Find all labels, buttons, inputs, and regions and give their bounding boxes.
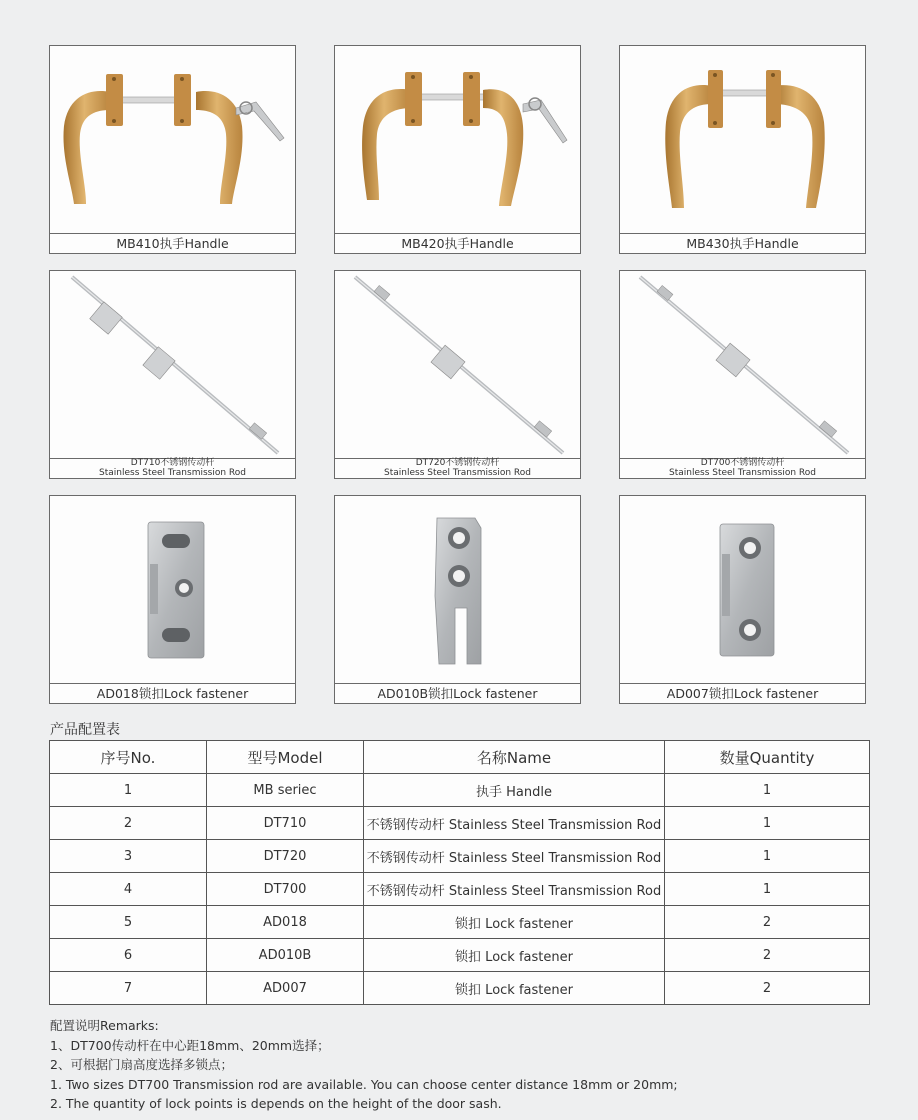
product-caption: AD018锁扣Lock fastener	[96, 686, 249, 701]
cell-no: 3	[50, 840, 207, 873]
cell-name: 锁扣 Lock fastener	[364, 972, 665, 1005]
cell-quantity: 2	[665, 939, 870, 972]
product-caption	[335, 457, 580, 478]
cell-model: MB seriec	[207, 774, 364, 807]
cell-model: DT700	[207, 873, 364, 906]
table-header-row	[50, 741, 870, 774]
product-card-ad018	[49, 495, 296, 704]
cell-model: DT720	[207, 840, 364, 873]
product-card-mb420	[334, 45, 581, 254]
rod-image	[620, 271, 865, 459]
cell-quantity: 2	[665, 972, 870, 1005]
handle-image	[50, 46, 295, 234]
cell-no: 4	[50, 873, 207, 906]
cell-no: 6	[50, 939, 207, 972]
header-name: 名称Name	[364, 741, 665, 774]
remark-line: 2、可根据门扇高度选择多锁点；	[50, 1057, 233, 1072]
header-no: 序号No.	[50, 741, 207, 774]
cell-model: DT710	[207, 807, 364, 840]
product-card-mb410	[49, 45, 296, 254]
handle-image	[620, 46, 865, 234]
cell-name: 不锈钢传动杆 Stainless Steel Transmission Rod	[364, 873, 665, 906]
product-card-dt700	[619, 270, 866, 479]
cell-name: 不锈钢传动杆 Stainless Steel Transmission Rod	[364, 807, 665, 840]
cell-quantity: 1	[665, 774, 870, 807]
cell-name: 执手 Handle	[364, 774, 665, 807]
table-row	[50, 873, 870, 906]
table-row	[50, 939, 870, 972]
product-config-table	[49, 740, 870, 1005]
caption-en: Stainless Steel Transmission Rod	[99, 468, 246, 478]
remarks-title: 配置说明Remarks:	[50, 1018, 159, 1033]
cell-model: AD007	[207, 972, 364, 1005]
table-row	[50, 972, 870, 1005]
cell-quantity: 1	[665, 840, 870, 873]
table-row	[50, 774, 870, 807]
table-title: 产品配置表	[50, 722, 120, 738]
rod-image	[335, 271, 580, 459]
product-caption: AD007锁扣Lock fastener	[666, 686, 819, 701]
handle-image	[335, 46, 580, 234]
product-caption	[50, 457, 295, 478]
caption-en: Stainless Steel Transmission Rod	[384, 468, 531, 478]
product-card-ad010b	[334, 495, 581, 704]
cell-quantity: 2	[665, 906, 870, 939]
cell-name: 锁扣 Lock fastener	[364, 939, 665, 972]
product-card-ad007	[619, 495, 866, 704]
caption-cn: DT700不锈钢传动杆	[700, 458, 785, 468]
cell-name: 锁扣 Lock fastener	[364, 906, 665, 939]
product-caption	[620, 457, 865, 478]
cell-no: 7	[50, 972, 207, 1005]
remark-line: 1. Two sizes DT700 Transmission rod are available. You can choose center distance 18mm or 20mm;	[50, 1076, 678, 1092]
caption-cn: DT720不锈钢传动杆	[415, 458, 500, 468]
fastener-image	[335, 496, 580, 684]
fastener-image	[50, 496, 295, 684]
table-row	[50, 906, 870, 939]
table-row	[50, 807, 870, 840]
product-card-mb430	[619, 45, 866, 254]
product-caption: AD010B锁扣Lock fastener	[377, 686, 538, 701]
product-card-dt720	[334, 270, 581, 479]
remarks	[50, 1016, 678, 1114]
remark-line: 1、DT700传动杆在中心距18mm、20mm选择；	[50, 1037, 330, 1053]
rod-image	[50, 271, 295, 459]
cell-name: 不锈钢传动杆 Stainless Steel Transmission Rod	[364, 840, 665, 873]
product-caption: MB420执手Handle	[401, 236, 514, 251]
cell-quantity: 1	[665, 873, 870, 906]
table-row	[50, 840, 870, 873]
remark-line: 2. The quantity of lock points is depends on the height of the door sash.	[50, 1096, 502, 1111]
product-caption: MB410执手Handle	[116, 236, 229, 251]
header-quantity: 数量Quantity	[665, 741, 870, 774]
caption-en: Stainless Steel Transmission Rod	[669, 468, 816, 478]
product-caption: MB430执手Handle	[686, 236, 799, 251]
cell-model: AD010B	[207, 939, 364, 972]
cell-no: 1	[50, 774, 207, 807]
product-card-dt710	[49, 270, 296, 479]
header-model: 型号Model	[207, 741, 364, 774]
cell-no: 5	[50, 906, 207, 939]
caption-cn: DT710不锈钢传动杆	[130, 458, 215, 468]
cell-quantity: 1	[665, 807, 870, 840]
cell-model: AD018	[207, 906, 364, 939]
fastener-image	[620, 496, 865, 684]
cell-no: 2	[50, 807, 207, 840]
